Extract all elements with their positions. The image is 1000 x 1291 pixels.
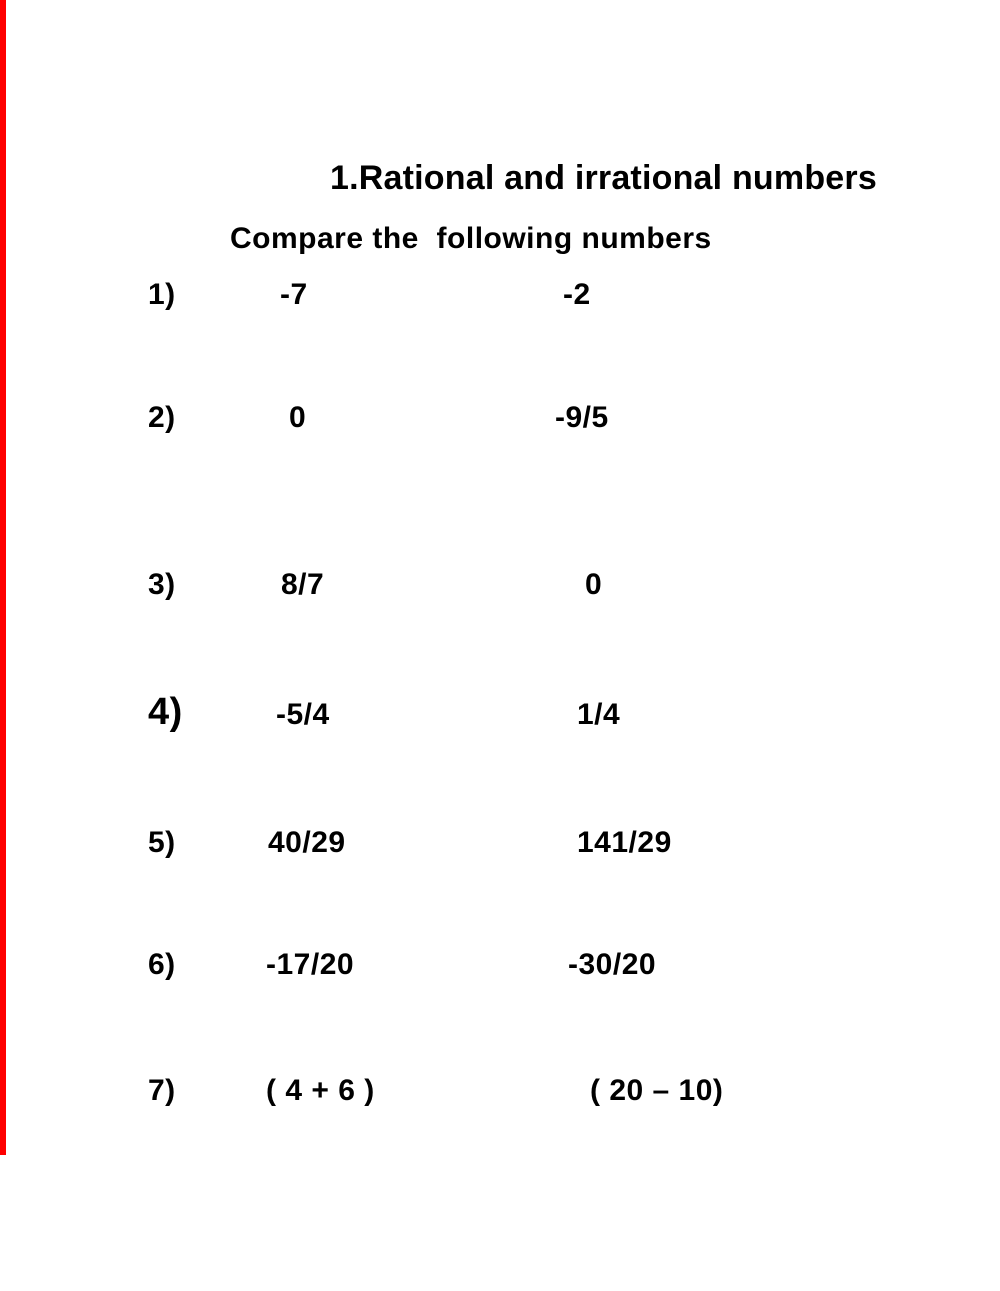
row-number: 3)	[148, 568, 176, 601]
left-value: -5/4	[276, 698, 330, 731]
left-value: 40/29	[268, 826, 346, 859]
red-revision-bar	[0, 0, 6, 1155]
left-value: ( 4 + 6 )	[266, 1074, 375, 1107]
row-number: 7)	[148, 1074, 176, 1107]
left-value: -17/20	[266, 948, 355, 981]
row-number: 1)	[148, 278, 176, 311]
right-value: 0	[585, 568, 603, 601]
right-value: -2	[563, 278, 591, 311]
right-value: 141/29	[577, 826, 672, 859]
right-value: 1/4	[577, 698, 621, 731]
right-value: -9/5	[555, 401, 609, 434]
right-value: ( 20 – 10)	[590, 1074, 724, 1107]
left-value: -7	[280, 278, 308, 311]
page-subtitle: Compare the following numbers	[230, 222, 712, 255]
left-value: 0	[289, 401, 307, 434]
row-number: 6)	[148, 948, 176, 981]
row-number: 4)	[148, 691, 183, 733]
page-title: 1.Rational and irrational numbers	[330, 159, 877, 197]
right-value: -30/20	[568, 948, 657, 981]
row-number: 5)	[148, 826, 176, 859]
row-number: 2)	[148, 401, 176, 434]
left-value: 8/7	[281, 568, 325, 601]
